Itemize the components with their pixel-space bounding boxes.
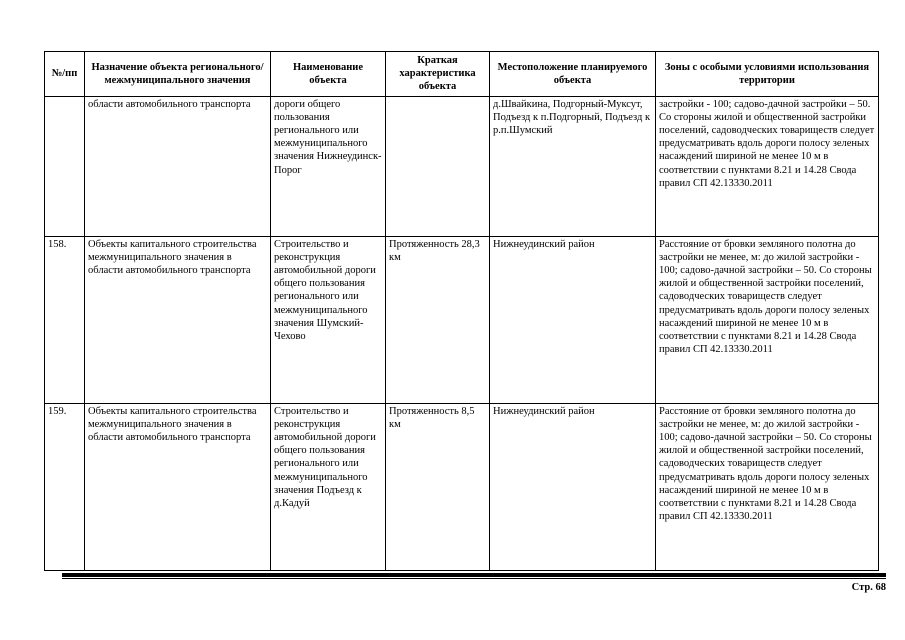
cell-purpose: Объекты капитального строительства межмуниципального значения в области автомобильного транспорта bbox=[85, 236, 271, 403]
page-number: Стр. 68 bbox=[851, 582, 886, 593]
cell-num: 159. bbox=[45, 403, 85, 570]
cell-num: 158. bbox=[45, 236, 85, 403]
cell-name: Строительство и реконструкция автомобильной дороги общего пользования регионального или межмуниципального значения Подъезд к д.Кадуй bbox=[271, 403, 386, 570]
cell-location: Нижнеудинский район bbox=[490, 236, 656, 403]
cell-name: дороги общего пользования регионального или межмуниципального значения Нижнеудинск-Порог bbox=[271, 96, 386, 236]
table-row bbox=[45, 96, 879, 236]
header-purpose: Назначение объекта регионального/ межмуниципального значения bbox=[85, 52, 271, 97]
cell-purpose: Объекты капитального строительства межмуниципального значения в области автомобильного транспорта bbox=[85, 403, 271, 570]
footer-rule-thin bbox=[62, 578, 886, 579]
cell-zones: Расстояние от бровки земляного полотна до застройки не менее, м: до жилой застройки - 100; садово-дачной застройки – 50. Со стороны жилой и общественной застройки поселений, садоводческих товариществ следует предусматривать вдоль дороги полосу зеленых насаждений шириной не менее 10 м в соответствии с пунктами 8.21 и 14.28 Свода правил СП 42.13330.2011 bbox=[656, 403, 879, 570]
cell-name: Строительство и реконструкция автомобильной дороги общего пользования регионального или межмуниципального значения Шумский-Чехово bbox=[271, 236, 386, 403]
header-name: Наименование объекта bbox=[271, 52, 386, 97]
header-desc: Краткая характеристика объекта bbox=[386, 52, 490, 97]
table-header-row bbox=[45, 52, 879, 97]
cell-zones: Расстояние от бровки земляного полотна до застройки не менее, м: до жилой застройки - 100; садово-дачной застройки – 50. Со стороны жилой и общественной застройки поселений, садоводческих товариществ следует предусматривать вдоль дороги полосу зеленых насаждений шириной не менее 10 м в соответствии с пунктами 8.21 и 14.28 Свода правил СП 42.13330.2011 bbox=[656, 236, 879, 403]
header-num: №/пп bbox=[45, 52, 85, 97]
cell-purpose: области автомобильного транспорта bbox=[85, 96, 271, 236]
header-location: Местоположение планируемого объекта bbox=[490, 52, 656, 97]
cell-num bbox=[45, 96, 85, 236]
header-zones: Зоны с особыми условиями использования территории bbox=[656, 52, 879, 97]
cell-desc: Протяженность 28,3 км bbox=[386, 236, 490, 403]
cell-location: д.Швайкина, Подгорный-Муксут, Подъезд к п.Подгорный, Подъезд к р.п.Шумский bbox=[490, 96, 656, 236]
table-row bbox=[45, 403, 879, 570]
cell-desc: Протяженность 8,5 км bbox=[386, 403, 490, 570]
footer-rule bbox=[62, 573, 886, 577]
cell-desc bbox=[386, 96, 490, 236]
table-row bbox=[45, 236, 879, 403]
objects-table bbox=[44, 51, 879, 571]
cell-zones: застройки - 100; садово-дачной застройки – 50. Со стороны жилой и общественной застройки поселений, садоводческих товариществ следует предусматривать вдоль дороги полосу зеленых насаждений шириной не менее 10 м в соответствии с пунктами 8.21 и 14.28 Свода правил СП 42.13330.2011 bbox=[656, 96, 879, 236]
cell-location: Нижнеудинский район bbox=[490, 403, 656, 570]
